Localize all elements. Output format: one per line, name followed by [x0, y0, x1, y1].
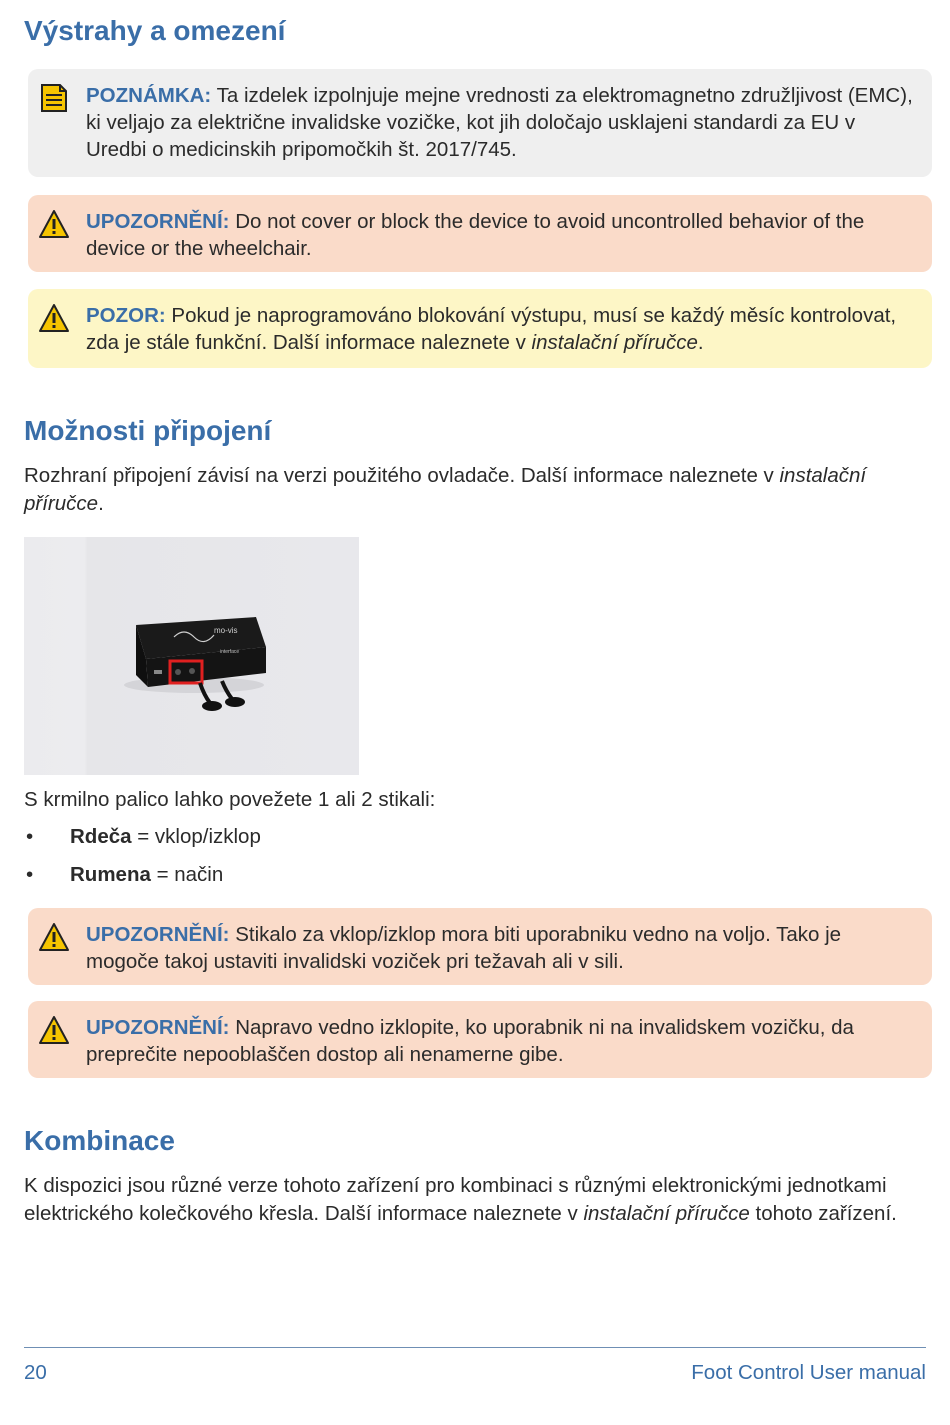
warning-icon	[38, 209, 70, 239]
warning-icon	[38, 1015, 70, 1045]
warning-text: Stikalo za vklop/izklop mora biti uporabniku vedno na voljo. Tako je mogoče takoj ustaviti invalidski voziček pri težavah ali v sili.	[86, 923, 842, 973]
caution-end: .	[697, 331, 704, 354]
note-label: POZNÁMKA:	[86, 84, 212, 107]
warning-icon	[38, 303, 70, 333]
section-title-warnings: Výstrahy a omezení	[24, 15, 286, 46]
switches-intro: S krmilno palico lahko povežete 1 ali 2 stikali:	[24, 788, 436, 811]
device-brand: mo-vis	[214, 626, 238, 635]
warning-text: Napravo vedno izklopite, ko uporabnik ni na invalidskem vozičku, da preprečite nepooblaščen dostop ali nenamerne gibe.	[86, 1016, 854, 1066]
switches-list	[24, 823, 261, 899]
section-title-combinations: Kombinace	[24, 1125, 175, 1156]
caution-label: POZOR:	[86, 304, 166, 327]
list-item: • Rumena = način	[26, 863, 224, 886]
device-photo	[24, 537, 359, 775]
warning-label: UPOZORNĚNÍ:	[86, 1016, 230, 1039]
warning-box-cover	[28, 195, 932, 272]
footer-title: Foot Control User manual	[691, 1361, 926, 1384]
caution-box	[28, 289, 932, 368]
section-title-connections: Možnosti připojení	[24, 415, 272, 446]
warning-text: Do not cover or block the device to avoid uncontrolled behavior of the device or the wheelchair.	[86, 210, 865, 260]
combinations-text: K dispozici jsou různé verze tohoto zařízení pro kombinaci s různými elektronickými jednotkami elektrického kolečkového křesla. Další informace naleznete v instalační příručce tohoto zařízení.	[24, 1174, 897, 1225]
footer-divider	[24, 1347, 926, 1348]
warning-label: UPOZORNĚNÍ:	[86, 210, 230, 233]
device-illustration	[24, 537, 359, 775]
note-icon	[38, 83, 70, 113]
list-item: • Rdeča = vklop/izklop	[26, 825, 261, 848]
note-text: Ta izdelek izpolnjuje mejne vrednosti za elektromagnetno združljivost (EMC), ki veljajo za električne invalidske vozičke, kot jih določajo usklajeni standardi za EU v Uredbi o medicinskih pripomočkih št. 2017/745.	[86, 84, 913, 161]
warning-box-switch	[28, 908, 932, 985]
caution-text: Pokud je naprogramováno blokování výstupu, musí se každý měsíc kontrolovat, zda je stále funkční. Další informace naleznete v	[86, 304, 897, 354]
warning-label: UPOZORNĚNÍ:	[86, 923, 230, 946]
note-box	[28, 69, 932, 177]
page-number: 20	[24, 1361, 47, 1384]
warning-box-turn-off	[28, 1001, 932, 1078]
warning-icon	[38, 922, 70, 952]
connections-text: Rozhraní připojení závisí na verzi použitého ovladače. Další informace naleznete v instalační příručce.	[24, 464, 867, 515]
caution-manual-ref: instalační příručce	[531, 331, 698, 354]
device-port-label: interface	[220, 649, 240, 655]
